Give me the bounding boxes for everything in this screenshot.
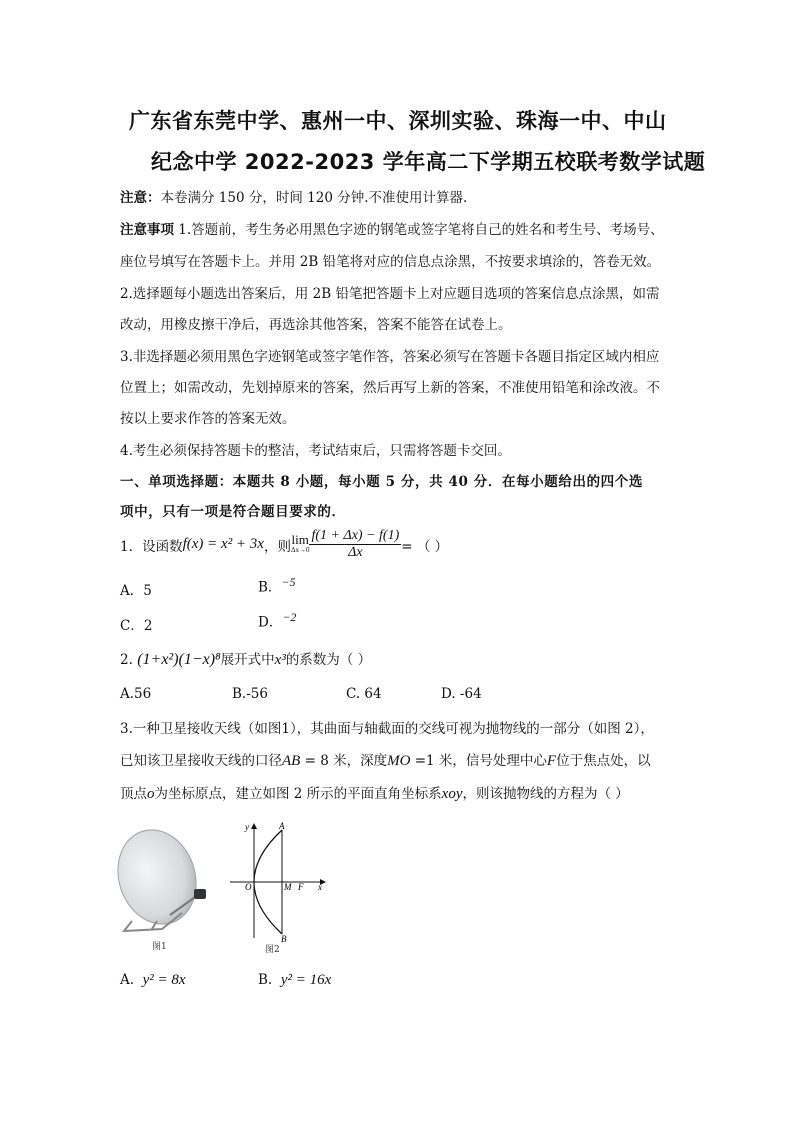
instructions-item-4: 4.考生必须保持答题卡的整洁，考试结束后，只需将答题卡交回。 [120, 443, 511, 459]
q3-line-1: 3.一种卫星接收天线（如图1），其曲面与轴截面的交线可视为抛物线的一部分（如图 2）， [120, 721, 654, 737]
q3-line-2 [120, 749, 651, 770]
q2-option-b: B.-56 [232, 686, 268, 702]
label-x: x [318, 882, 322, 892]
label-f: F [298, 882, 304, 892]
q3-line3-b: 为坐标原点，建立如图 2 所示的平面直角坐标系 [154, 786, 442, 802]
title-line-2: 纪念中学 2022-2023 学年高二下学期五校联考数学试题 [151, 150, 706, 174]
q1-option-b-label: B． [258, 579, 282, 596]
figure-1-satellite-dish [112, 825, 222, 955]
figure-2-caption: 图2 [265, 945, 280, 955]
q3-option-b-label: B. [258, 972, 273, 988]
q1-lim-sub: Δx→0 [290, 545, 310, 554]
q3-option-a [120, 972, 186, 989]
label-o: O [245, 882, 252, 892]
q1-prefix: 1．设函数 [120, 538, 183, 555]
instructions-item-3a: 3.非选择题必须用黑色字迹钢笔或签字笔作答，答案必须写在答题卡各题目指定区域内相应 [120, 349, 660, 365]
figure-1-caption: 图1 [152, 942, 167, 952]
q1-function: f(x) = x² + 3x [182, 536, 264, 552]
q3-line-3 [120, 782, 629, 803]
q3-line2-c: =1 米，信号处理中心 [410, 753, 547, 769]
q3-option-b [258, 972, 331, 989]
q1-denominator: Δx [348, 545, 363, 560]
q3-line2-b: = 8 米，深度 [300, 753, 388, 769]
q3-line3-c: ，则该抛物线的方程为（ ） [462, 786, 629, 802]
instructions-item-3b: 位置上；如需改动，先划掉原来的答案，然后再写上新的答案，不准使用铅笔和涂改液。不 [120, 380, 660, 396]
instructions-item-3c: 按以上要求作答的答案无效。 [120, 411, 296, 427]
label-m: M [284, 882, 292, 892]
instructions-item-2b: 改动，用橡皮擦干净后，再选涂其他答案，答案不能答在试卷上。 [120, 317, 512, 333]
instructions-label: 注意事项 [120, 222, 174, 238]
label-b: B [281, 934, 287, 944]
q1-limit [290, 531, 310, 556]
q3-mo: MO [387, 753, 411, 769]
q3-option-b-value: y² = 16x [280, 972, 332, 988]
q2-mid: 展开式中 [220, 652, 275, 668]
question-2 [120, 648, 371, 669]
q3-line2-a: 已知该卫星接收天线的口径 [120, 753, 282, 769]
instructions-item-1b: 座位号填写在答题卡上。并用 2B 铅笔将对应的信息点涂黑，不按要求填涂的，答卷无效。 [120, 254, 661, 270]
q2-term: x³ [274, 652, 286, 668]
q3-line3-a: 顶点 [120, 786, 147, 802]
q2-option-a: A.56 [120, 686, 152, 702]
figure-2-parabola [225, 818, 335, 958]
q1-tail: = （ ） [401, 538, 449, 555]
question-1 [120, 528, 448, 561]
note-text: 本卷满分 150 分，时间 120 分钟.不准使用计算器. [160, 190, 468, 206]
instructions-text: 1.答题前，考生务必用黑色字迹的钢笔或签字笔将自己的姓名和考生号、考场号、 [178, 222, 664, 238]
q3-ab: AB [282, 753, 301, 769]
q1-lim-text: lim [291, 531, 309, 547]
q3-f: F [546, 753, 557, 769]
q1-option-b [258, 575, 296, 596]
title-line-1: 广东省东莞中学、惠州一中、深圳实验、珠海一中、中山 [129, 109, 667, 133]
q1-option-c: C．2 [120, 618, 153, 634]
section-heading-1b: 项中，只有一项是符合题目要求的． [120, 504, 346, 520]
q2-option-d: D. -64 [441, 686, 482, 702]
dish-reflector [112, 825, 208, 934]
q3-xoy: xoy [441, 786, 463, 802]
q1-option-a: A．5 [120, 583, 152, 599]
instructions-item-1a [120, 218, 664, 238]
q2-prefix: 2. [120, 652, 133, 668]
q2-tail: 的系数为（ ） [285, 652, 372, 668]
note-line [120, 186, 467, 206]
dish-lnb [194, 889, 206, 899]
q3-o: o [147, 786, 155, 802]
q2-expression: (1+x²)(1−x)⁸ [137, 651, 221, 668]
q1-fraction [309, 528, 401, 561]
q1-option-b-value: −5 [281, 575, 296, 589]
q1-numerator: f(1 + Δx) − f(1) [311, 528, 400, 543]
q2-option-c: C. 64 [346, 686, 382, 702]
section-heading-1a: 一、单项选择题：本题共 8 小题，每小题 5 分，共 40 分．在每小题给出的四个选 [120, 474, 643, 490]
label-y: y [245, 822, 249, 832]
q1-option-d [258, 610, 296, 631]
label-a: A [279, 821, 285, 831]
q1-option-d-label: D． [258, 614, 283, 631]
q3-line2-d: 位于焦点处，以 [556, 753, 651, 769]
q1-option-d-value: −2 [282, 610, 297, 624]
instructions-item-2a: 2.选择题每小题选出答案后，用 2B 铅笔把答题卡上对应题目选项的答案信息点涂黑，如需 [120, 286, 660, 302]
note-label: 注意： [120, 190, 161, 206]
q3-option-a-value: y² = 8x [142, 972, 186, 988]
q1-mid: ，则 [263, 538, 291, 555]
q3-option-a-label: A. [120, 972, 135, 988]
